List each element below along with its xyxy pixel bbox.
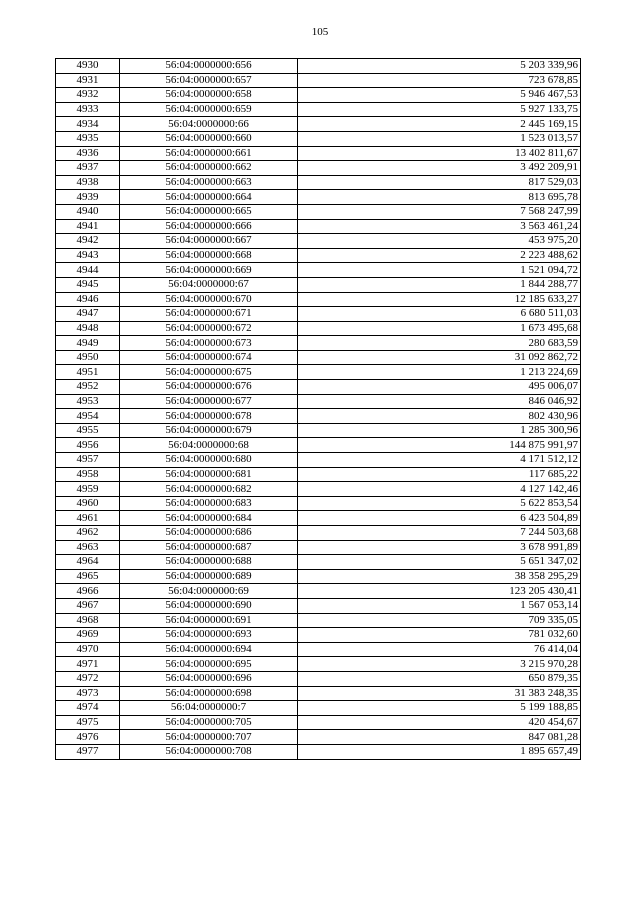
cadastral-number-cell: 56:04:0000000:675 bbox=[120, 365, 298, 380]
cadastral-number-cell: 56:04:0000000:662 bbox=[120, 161, 298, 176]
table-row bbox=[56, 598, 581, 613]
row-number-cell: 4975 bbox=[56, 715, 120, 730]
cadastral-value-cell: 13 402 811,67 bbox=[298, 146, 581, 161]
table-row bbox=[56, 336, 581, 351]
cadastral-number-cell: 56:04:0000000:674 bbox=[120, 350, 298, 365]
table-row bbox=[56, 350, 581, 365]
row-number-cell: 4943 bbox=[56, 248, 120, 263]
cadastral-number-cell: 56:04:0000000:66 bbox=[120, 117, 298, 132]
cadastral-value-cell: 1 521 094,72 bbox=[298, 263, 581, 278]
table-row bbox=[56, 146, 581, 161]
cadastral-value-cell: 1 844 288,77 bbox=[298, 277, 581, 292]
cadastral-number-cell: 56:04:0000000:657 bbox=[120, 73, 298, 88]
cadastral-number-cell: 56:04:0000000:689 bbox=[120, 569, 298, 584]
row-number-cell: 4934 bbox=[56, 117, 120, 132]
cadastral-value-cell: 1 895 657,49 bbox=[298, 744, 581, 759]
cadastral-number-cell: 56:04:0000000:695 bbox=[120, 657, 298, 672]
cadastral-value-cell: 3 492 209,91 bbox=[298, 161, 581, 176]
table-row bbox=[56, 321, 581, 336]
row-number-cell: 4962 bbox=[56, 526, 120, 541]
cadastral-value-cell: 1 213 224,69 bbox=[298, 365, 581, 380]
cadastral-value-cell: 2 445 169,15 bbox=[298, 117, 581, 132]
row-number-cell: 4957 bbox=[56, 453, 120, 468]
row-number-cell: 4972 bbox=[56, 671, 120, 686]
cadastral-value-cell: 817 529,03 bbox=[298, 175, 581, 190]
cadastral-value-cell: 5 203 339,96 bbox=[298, 59, 581, 74]
row-number-cell: 4955 bbox=[56, 423, 120, 438]
cadastral-number-cell: 56:04:0000000:698 bbox=[120, 686, 298, 701]
table-row bbox=[56, 175, 581, 190]
row-number-cell: 4931 bbox=[56, 73, 120, 88]
row-number-cell: 4939 bbox=[56, 190, 120, 205]
cadastral-value-cell: 31 092 862,72 bbox=[298, 350, 581, 365]
row-number-cell: 4964 bbox=[56, 555, 120, 570]
row-number-cell: 4936 bbox=[56, 146, 120, 161]
row-number-cell: 4935 bbox=[56, 131, 120, 146]
row-number-cell: 4974 bbox=[56, 701, 120, 716]
row-number-cell: 4971 bbox=[56, 657, 120, 672]
table-row bbox=[56, 482, 581, 497]
table-row bbox=[56, 628, 581, 643]
table-row bbox=[56, 730, 581, 745]
row-number-cell: 4966 bbox=[56, 584, 120, 599]
cadastral-number-cell: 56:04:0000000:686 bbox=[120, 526, 298, 541]
cadastral-number-cell: 56:04:0000000:668 bbox=[120, 248, 298, 263]
row-number-cell: 4967 bbox=[56, 598, 120, 613]
table-row bbox=[56, 438, 581, 453]
cadastral-value-cell: 38 358 295,29 bbox=[298, 569, 581, 584]
table-row bbox=[56, 613, 581, 628]
cadastral-number-cell: 56:04:0000000:667 bbox=[120, 234, 298, 249]
row-number-cell: 4958 bbox=[56, 467, 120, 482]
row-number-cell: 4956 bbox=[56, 438, 120, 453]
table-row bbox=[56, 671, 581, 686]
table-row bbox=[56, 584, 581, 599]
table-row bbox=[56, 526, 581, 541]
cadastral-value-cell: 3 563 461,24 bbox=[298, 219, 581, 234]
table-row bbox=[56, 59, 581, 74]
table-row bbox=[56, 292, 581, 307]
table-row bbox=[56, 467, 581, 482]
cadastral-number-cell: 56:04:0000000:708 bbox=[120, 744, 298, 759]
cadastral-value-cell: 1 673 495,68 bbox=[298, 321, 581, 336]
cadastral-number-cell: 56:04:0000000:671 bbox=[120, 307, 298, 322]
cadastral-value-cell: 5 199 188,85 bbox=[298, 701, 581, 716]
row-number-cell: 4963 bbox=[56, 540, 120, 555]
table-row bbox=[56, 307, 581, 322]
cadastral-value-cell: 1 567 053,14 bbox=[298, 598, 581, 613]
cadastral-value-cell: 5 622 853,54 bbox=[298, 496, 581, 511]
table-row bbox=[56, 131, 581, 146]
row-number-cell: 4970 bbox=[56, 642, 120, 657]
cadastral-number-cell: 56:04:0000000:677 bbox=[120, 394, 298, 409]
row-number-cell: 4949 bbox=[56, 336, 120, 351]
table-row bbox=[56, 73, 581, 88]
table-row bbox=[56, 88, 581, 103]
cadastral-value-cell: 846 046,92 bbox=[298, 394, 581, 409]
table-row bbox=[56, 686, 581, 701]
cadastral-number-cell: 56:04:0000000:656 bbox=[120, 59, 298, 74]
table-row bbox=[56, 219, 581, 234]
cadastral-value-cell: 117 685,22 bbox=[298, 467, 581, 482]
cadastral-value-cell: 3 215 970,28 bbox=[298, 657, 581, 672]
row-number-cell: 4960 bbox=[56, 496, 120, 511]
row-number-cell: 4950 bbox=[56, 350, 120, 365]
cadastral-number-cell: 56:04:0000000:687 bbox=[120, 540, 298, 555]
cadastral-number-cell: 56:04:0000000:69 bbox=[120, 584, 298, 599]
cadastral-value-cell: 4 171 512,12 bbox=[298, 453, 581, 468]
cadastral-number-cell: 56:04:0000000:681 bbox=[120, 467, 298, 482]
cadastral-number-cell: 56:04:0000000:659 bbox=[120, 102, 298, 117]
cadastral-value-cell: 5 651 347,02 bbox=[298, 555, 581, 570]
table-body bbox=[56, 59, 581, 760]
cadastral-number-cell: 56:04:0000000:679 bbox=[120, 423, 298, 438]
cadastral-value-cell: 3 678 991,89 bbox=[298, 540, 581, 555]
row-number-cell: 4944 bbox=[56, 263, 120, 278]
table-row bbox=[56, 496, 581, 511]
row-number-cell: 4945 bbox=[56, 277, 120, 292]
table-row bbox=[56, 248, 581, 263]
cadastral-value-cell: 5 946 467,53 bbox=[298, 88, 581, 103]
row-number-cell: 4973 bbox=[56, 686, 120, 701]
cadastral-value-cell: 123 205 430,41 bbox=[298, 584, 581, 599]
table-row bbox=[56, 409, 581, 424]
table-row bbox=[56, 234, 581, 249]
cadastral-value-cell: 781 032,60 bbox=[298, 628, 581, 643]
cadastral-value-cell: 5 927 133,75 bbox=[298, 102, 581, 117]
table-row bbox=[56, 540, 581, 555]
row-number-cell: 4965 bbox=[56, 569, 120, 584]
row-number-cell: 4948 bbox=[56, 321, 120, 336]
table-row bbox=[56, 161, 581, 176]
row-number-cell: 4969 bbox=[56, 628, 120, 643]
cadastral-value-cell: 7 244 503,68 bbox=[298, 526, 581, 541]
row-number-cell: 4947 bbox=[56, 307, 120, 322]
row-number-cell: 4959 bbox=[56, 482, 120, 497]
cadastral-value-cell: 420 454,67 bbox=[298, 715, 581, 730]
cadastral-number-cell: 56:04:0000000:684 bbox=[120, 511, 298, 526]
cadastral-value-table bbox=[55, 58, 581, 760]
table-row bbox=[56, 701, 581, 716]
cadastral-value-cell: 723 678,85 bbox=[298, 73, 581, 88]
row-number-cell: 4932 bbox=[56, 88, 120, 103]
row-number-cell: 4933 bbox=[56, 102, 120, 117]
table-row bbox=[56, 642, 581, 657]
cadastral-value-cell: 7 568 247,99 bbox=[298, 204, 581, 219]
cadastral-value-cell: 709 335,05 bbox=[298, 613, 581, 628]
cadastral-number-cell: 56:04:0000000:670 bbox=[120, 292, 298, 307]
cadastral-number-cell: 56:04:0000000:678 bbox=[120, 409, 298, 424]
row-number-cell: 4976 bbox=[56, 730, 120, 745]
cadastral-value-cell: 6 423 504,89 bbox=[298, 511, 581, 526]
table-row bbox=[56, 204, 581, 219]
row-number-cell: 4953 bbox=[56, 394, 120, 409]
table-row bbox=[56, 394, 581, 409]
table-row bbox=[56, 263, 581, 278]
row-number-cell: 4930 bbox=[56, 59, 120, 74]
table-row bbox=[56, 117, 581, 132]
cadastral-number-cell: 56:04:0000000:666 bbox=[120, 219, 298, 234]
table-row bbox=[56, 453, 581, 468]
cadastral-number-cell: 56:04:0000000:688 bbox=[120, 555, 298, 570]
cadastral-value-cell: 453 975,20 bbox=[298, 234, 581, 249]
cadastral-number-cell: 56:04:0000000:669 bbox=[120, 263, 298, 278]
table-row bbox=[56, 569, 581, 584]
cadastral-number-cell: 56:04:0000000:683 bbox=[120, 496, 298, 511]
row-number-cell: 4952 bbox=[56, 380, 120, 395]
cadastral-value-cell: 31 383 248,35 bbox=[298, 686, 581, 701]
cadastral-number-cell: 56:04:0000000:7 bbox=[120, 701, 298, 716]
cadastral-value-cell: 1 523 013,57 bbox=[298, 131, 581, 146]
cadastral-number-cell: 56:04:0000000:661 bbox=[120, 146, 298, 161]
cadastral-value-cell: 2 223 488,62 bbox=[298, 248, 581, 263]
cadastral-value-cell: 813 695,78 bbox=[298, 190, 581, 205]
row-number-cell: 4954 bbox=[56, 409, 120, 424]
table-row bbox=[56, 277, 581, 292]
cadastral-number-cell: 56:04:0000000:672 bbox=[120, 321, 298, 336]
cadastral-number-cell: 56:04:0000000:673 bbox=[120, 336, 298, 351]
cadastral-number-cell: 56:04:0000000:694 bbox=[120, 642, 298, 657]
cadastral-value-cell: 650 879,35 bbox=[298, 671, 581, 686]
table-row bbox=[56, 715, 581, 730]
cadastral-number-cell: 56:04:0000000:707 bbox=[120, 730, 298, 745]
table-row bbox=[56, 365, 581, 380]
table-row bbox=[56, 380, 581, 395]
row-number-cell: 4951 bbox=[56, 365, 120, 380]
cadastral-number-cell: 56:04:0000000:665 bbox=[120, 204, 298, 219]
cadastral-value-cell: 495 006,07 bbox=[298, 380, 581, 395]
cadastral-value-cell: 280 683,59 bbox=[298, 336, 581, 351]
table-row bbox=[56, 511, 581, 526]
cadastral-number-cell: 56:04:0000000:660 bbox=[120, 131, 298, 146]
table-row bbox=[56, 102, 581, 117]
cadastral-value-cell: 76 414,04 bbox=[298, 642, 581, 657]
cadastral-number-cell: 56:04:0000000:705 bbox=[120, 715, 298, 730]
table-row bbox=[56, 744, 581, 759]
cadastral-number-cell: 56:04:0000000:690 bbox=[120, 598, 298, 613]
cadastral-value-cell: 6 680 511,03 bbox=[298, 307, 581, 322]
page-number: 105 bbox=[311, 26, 329, 38]
cadastral-value-cell: 12 185 633,27 bbox=[298, 292, 581, 307]
table-row bbox=[56, 555, 581, 570]
cadastral-number-cell: 56:04:0000000:68 bbox=[120, 438, 298, 453]
cadastral-value-cell: 802 430,96 bbox=[298, 409, 581, 424]
cadastral-number-cell: 56:04:0000000:67 bbox=[120, 277, 298, 292]
row-number-cell: 4961 bbox=[56, 511, 120, 526]
row-number-cell: 4938 bbox=[56, 175, 120, 190]
row-number-cell: 4968 bbox=[56, 613, 120, 628]
cadastral-value-cell: 1 285 300,96 bbox=[298, 423, 581, 438]
table-row bbox=[56, 657, 581, 672]
cadastral-number-cell: 56:04:0000000:664 bbox=[120, 190, 298, 205]
row-number-cell: 4937 bbox=[56, 161, 120, 176]
row-number-cell: 4946 bbox=[56, 292, 120, 307]
row-number-cell: 4940 bbox=[56, 204, 120, 219]
cadastral-number-cell: 56:04:0000000:693 bbox=[120, 628, 298, 643]
cadastral-number-cell: 56:04:0000000:696 bbox=[120, 671, 298, 686]
cadastral-number-cell: 56:04:0000000:682 bbox=[120, 482, 298, 497]
row-number-cell: 4977 bbox=[56, 744, 120, 759]
cadastral-value-cell: 144 875 991,97 bbox=[298, 438, 581, 453]
table-row bbox=[56, 423, 581, 438]
row-number-cell: 4941 bbox=[56, 219, 120, 234]
table-row bbox=[56, 190, 581, 205]
cadastral-value-cell: 847 081,28 bbox=[298, 730, 581, 745]
cadastral-value-cell: 4 127 142,46 bbox=[298, 482, 581, 497]
cadastral-number-cell: 56:04:0000000:663 bbox=[120, 175, 298, 190]
cadastral-number-cell: 56:04:0000000:658 bbox=[120, 88, 298, 103]
row-number-cell: 4942 bbox=[56, 234, 120, 249]
cadastral-number-cell: 56:04:0000000:691 bbox=[120, 613, 298, 628]
cadastral-number-cell: 56:04:0000000:680 bbox=[120, 453, 298, 468]
cadastral-number-cell: 56:04:0000000:676 bbox=[120, 380, 298, 395]
